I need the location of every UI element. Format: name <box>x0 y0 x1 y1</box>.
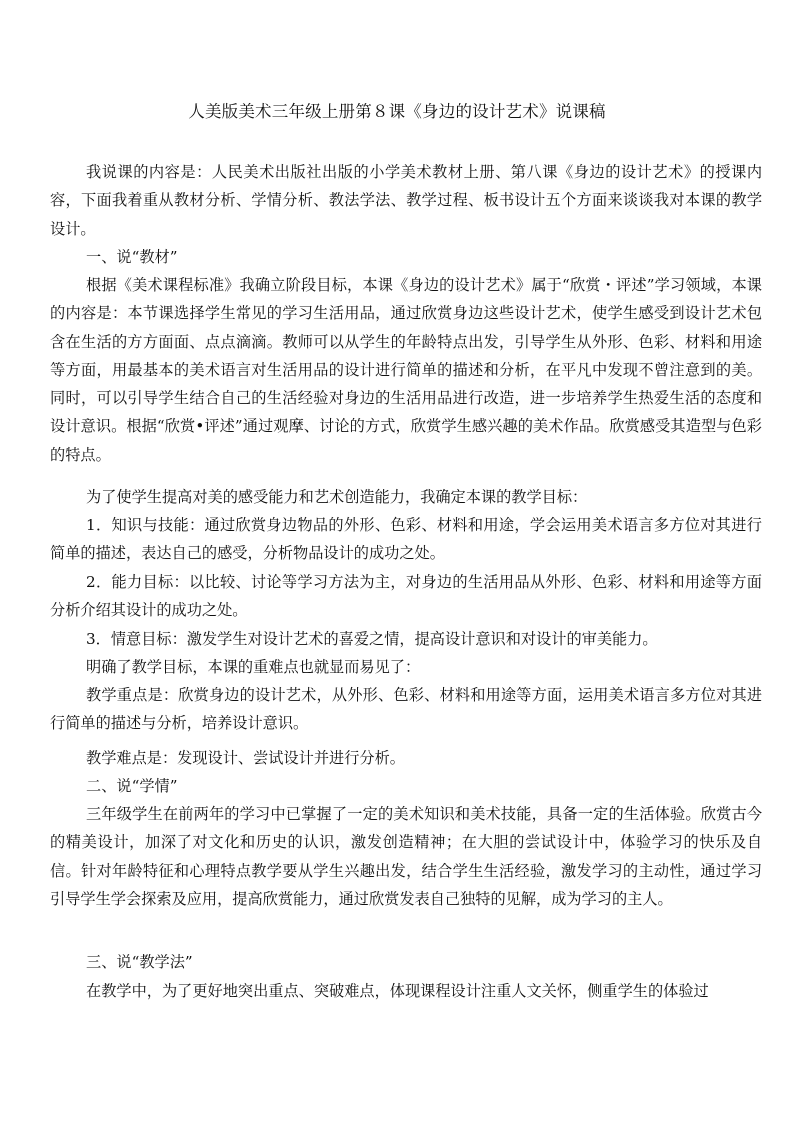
paragraph-teaching-difficulty: 教学难点是：发现设计、尝试设计并进行分析。 <box>86 749 405 767</box>
heading-student-situation: 二、说“学情” <box>86 777 178 795</box>
paragraph-key-points-intro: 明确了教学目标，本课的重难点也就显而易见了： <box>86 658 421 676</box>
paragraph-goal-knowledge: 1．知识与技能：通过欣赏身边物品的外形、色彩、材料和用途，学会运用美术语言多方位对其进行简单的描述，表达自己的感受，分析物品设计的成功之处。 <box>50 516 762 563</box>
paragraph-teaching-method: 在教学中，为了更好地突出重点、突破难点，体现课程设计注重人文关怀，侧重学生的体验过 <box>86 982 709 1000</box>
paragraph-goal-emotion: 3．情意目标：激发学生对设计艺术的喜爱之情，提高设计意识和对设计的审美能力。 <box>86 630 658 648</box>
paragraph-textbook-analysis: 根据《美术课程标准》我确立阶段目标，本课《身边的设计艺术》属于“欣赏・评述”学习领域，本课的内容是：本节课选择学生常见的学习生活用品，通过欣赏身边这些设计艺术，使学生感受到设计艺术包含在生活的方方面面、点点滴滴。教师可以从学生的年龄特点出发，引导学生从外形、色彩、材料和用途等方面，用最基本的美术语言对生活用品的设计进行简单的描述和分析，在平凡中发现不曾注意到的美。同时，可以引导学生结合自己的生活经验对身边的生活用品进行改造，进一步培养学生热爱生活的态度和设计意识。根据“欣赏•评述”通过观摩、讨论的方式，欣赏学生感兴趣的美术作品。欣赏感受其造型与色彩的特点。 <box>50 276 762 464</box>
heading-teaching-method: 三、说“教学法” <box>86 953 193 971</box>
paragraph-student-situation: 三年级学生在前两年的学习中已掌握了一定的美术知识和美术技能，具备一定的生活体验。欣赏古今的精美设计，加深了对文化和历史的认识，激发创造精神；在大胆的尝试设计中，体验学习的快乐及自信。针对年龄特征和心理特点教学要从学生兴趣出发，结合学生生活经验，激发学习的主动性，通过学习引导学生学会探索及应用，提高欣赏能力，通过欣赏发表自己独特的见解，成为学习的主人。 <box>50 805 762 908</box>
paragraph-intro: 我说课的内容是：人民美术出版社出版的小学美术教材上册、第八课《身边的设计艺术》的授课内容，下面我着重从教材分析、学情分析、教法学法、教学过程、板书设计五个方面来谈谈我对本课的教学设计。 <box>50 163 762 238</box>
paragraph-teaching-focus: 教学重点是：欣赏身边的设计艺术，从外形、色彩、材料和用途等方面，运用美术语言多方位对其进行简单的描述与分析，培养设计意识。 <box>50 686 762 733</box>
paragraph-goals-intro: 为了使学生提高对美的感受能力和艺术创造能力，我确定本课的教学目标： <box>86 488 588 506</box>
document-title: 人美版美术三年级上册第８课《身边的设计艺术》说课稿 <box>188 102 606 121</box>
heading-textbook: 一、说“教材” <box>86 248 178 266</box>
paragraph-goal-ability: 2．能力目标：以比较、讨论等学习方法为主，对身边的生活用品从外形、色彩、材料和用途等方面分析介绍其设计的成功之处。 <box>50 573 762 620</box>
